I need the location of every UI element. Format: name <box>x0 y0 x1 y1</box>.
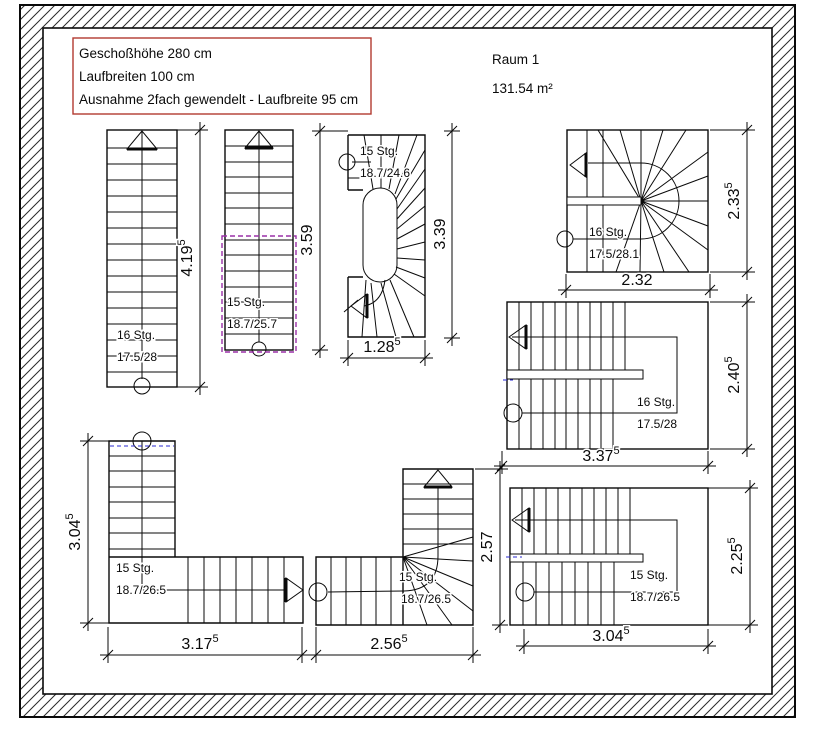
dimension-text: 2.56$^5$ <box>370 633 408 653</box>
lower-flight-treads <box>519 379 613 449</box>
entry-circle <box>134 378 150 394</box>
dimension-240[interactable] <box>723 294 755 457</box>
dimension-text: 3.17$^5$ <box>181 633 219 653</box>
dimension-339[interactable] <box>432 123 460 346</box>
dimension-text: 1.28$^5$ <box>363 336 401 356</box>
dimension-text: 2.40$^5$ <box>723 356 743 394</box>
dimension-317[interactable] <box>100 633 310 663</box>
flight-divider-wall <box>567 197 641 205</box>
lower-flight-treads <box>523 562 614 625</box>
walk-arrow <box>570 153 586 177</box>
stair-label-1: 16 Stg. <box>637 395 676 409</box>
dimension-text: 3.59 <box>299 224 316 256</box>
stair-label-1: 16 Stg. <box>117 328 156 342</box>
dimension-304-right[interactable] <box>516 625 716 654</box>
stair-label-2: 17.5/28 <box>637 417 678 431</box>
stair-label-2: 18.7/26.5 <box>401 592 452 606</box>
stair-label-2: 17.5/28.1 <box>589 247 640 261</box>
stair-l-bottom-left[interactable] <box>109 432 303 623</box>
info-line-2: Laufbreiten 100 cm <box>79 69 195 84</box>
flight-divider-wall <box>507 370 643 379</box>
info-line-3: Ausnahme 2fach gewendelt - Laufbreite 95 cm <box>79 92 359 107</box>
dimension-233[interactable] <box>723 122 755 280</box>
stair-u-mid-right[interactable] <box>503 302 708 449</box>
dimension-225[interactable] <box>726 480 758 633</box>
info-box[interactable] <box>73 38 371 114</box>
dimension-text: 4.19$^5$ <box>176 239 196 277</box>
dimension-text: 3.04$^5$ <box>64 513 84 551</box>
dimension-text: 2.33$^5$ <box>723 182 743 220</box>
entry-circle <box>516 583 534 601</box>
dimension-text: 3.39 <box>432 218 449 250</box>
room-name: Raum 1 <box>492 52 540 67</box>
dimension-text: 2.57 <box>479 531 496 563</box>
stair-label-1: 15 Stg. <box>360 144 399 158</box>
stair-label-2: 18.7/25.7 <box>227 317 278 331</box>
stair-u-bottom-right[interactable] <box>506 488 708 625</box>
dimension-257[interactable] <box>479 461 508 633</box>
dimension-text: 2.25$^5$ <box>726 537 746 575</box>
dimension-304-left[interactable] <box>64 433 96 631</box>
stair-label-1: 15 Stg. <box>399 570 438 584</box>
stair-label-1: 15 Stg. <box>630 568 669 582</box>
dimension-128[interactable] <box>340 336 433 366</box>
walk-line <box>344 162 385 312</box>
room-label[interactable] <box>492 52 553 96</box>
dimension-359[interactable] <box>299 123 328 358</box>
dimension-256[interactable] <box>308 633 481 663</box>
dimension-text: 2.32 <box>621 272 653 289</box>
upper-flight-treads <box>522 488 630 554</box>
entry-circle <box>309 583 327 601</box>
stair-label-1: 15 Stg. <box>116 561 155 575</box>
dimension-text: 3.04$^5$ <box>592 625 630 645</box>
stair-label-2: 18.7/26.5 <box>116 583 167 597</box>
stair-label-1: 15 Stg. <box>227 295 266 309</box>
entry-circle <box>252 342 266 356</box>
walk-line <box>142 441 284 590</box>
dimension-text: 3.37$^5$ <box>582 445 620 465</box>
stair-straight-16[interactable] <box>107 130 177 394</box>
stair-straight-15-selected[interactable] <box>222 130 296 356</box>
stair-label-1: 16 Stg. <box>589 225 628 239</box>
entry-circle <box>557 231 573 247</box>
stair-double-winder[interactable] <box>339 135 425 337</box>
info-line-1: Geschoßhöhe 280 cm <box>79 46 212 61</box>
stair-newel-well <box>363 188 397 282</box>
dimension-232[interactable] <box>558 272 718 298</box>
stair-label-2: 18.7/24.6 <box>360 166 411 180</box>
walk-arrow <box>286 578 303 602</box>
stair-label-2: 17.5/28 <box>117 350 158 364</box>
upper-flight-treads <box>519 302 625 370</box>
flight-divider-wall <box>510 554 643 562</box>
dimension-419[interactable] <box>176 122 208 395</box>
room-area: 131.54 m² <box>492 81 553 96</box>
stair-half-turn-top-right[interactable] <box>557 130 708 272</box>
stair-label-2: 18.7/26.5 <box>630 590 681 604</box>
stair-l-winder-bottom-mid[interactable] <box>309 469 473 625</box>
